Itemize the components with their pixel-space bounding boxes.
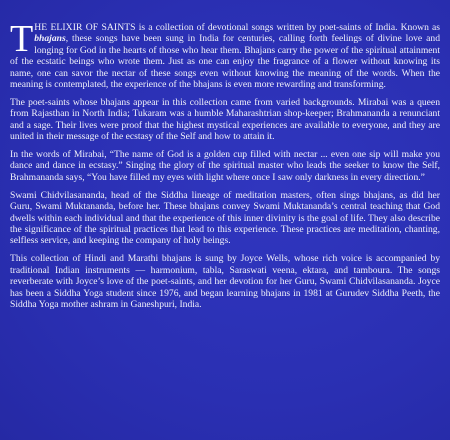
intro-paragraph: [10, 18, 440, 91]
poet-saints-paragraph: The poet-saints whose bhajans appear in this collection came from varied backgrounds. Mirabai was a queen from Rajasthan in North India; Tukaram was a humble Maharashtrian shop-keeper; Brahmananda a renunciant and a sage. Their lives were proof that the highest mystical experiences are available to everyone, and they are united in their message of the ecstasy of the Self and how to attain it.: [10, 96, 440, 143]
mirabai-quote-paragraph: In the words of Mirabai, “The name of God is a golden cup filled with nectar ... even one sip will make you dance and dance in ecstasy.” Singing the glory of the spiritual master who leads the seeker to know the Self, Brahmananda says, “You have filled my eyes with light where once I saw only darkness in every direction.”: [10, 149, 440, 183]
drop-cap-letter: T: [10, 18, 34, 60]
collection-paragraph: This collection of Hindi and Marathi bhajans is sung by Joyce Wells, whose rich voice is accompanied by traditional Indian instruments — harmonium, tabla, Saraswati veena, ektara, and tamboura. The songs reverberate with Joyce’s love of the poet-saints, and her devotion for her Guru, Swami Chidvilasananda. Joyce has been a Siddha Yoga student since 1976, and began learning bhajans in 1981 at Gurudev Siddha Peeth, the Siddha Yoga mother ashram in Ganeshpuri, India.: [10, 253, 440, 310]
bhajans-emphasis: bhajans: [34, 33, 66, 45]
swami-paragraph: Swami Chidvilasananda, head of the Siddha lineage of meditation masters, often sings bhajans, as did her Guru, Swami Muktananda, before her. These bhajans convey Swami Muktananda’s central teaching that God dwells within each individual and that the experience of this inner divinity is the goal of life. They also describe the significance of the spiritual practices that lead to this experience. These practices are meditation, chanting, selfless service, and keeping the company of holy beings.: [10, 189, 440, 247]
intro-text-a: is a collection of devotional songs written by poet-saints of India. Known as: [135, 22, 440, 33]
album-title-caps: HE ELIXIR OF SAINTS: [34, 22, 136, 33]
intro-text-b: , these songs have been sung in India for centuries, calling forth feelings of divine love and longing for God in the hearts of those who hear them. Bhajans carry the power of the spiritual attainment of the ecstatic beings who wrote them. Just as one can enjoy the fragrance of a flower without knowing its name, one can savor the nectar of these songs even without knowing the meaning of the words. When the meaning is contemplated, the experience of the bhajans is even more rewarding and transforming.: [10, 33, 440, 91]
